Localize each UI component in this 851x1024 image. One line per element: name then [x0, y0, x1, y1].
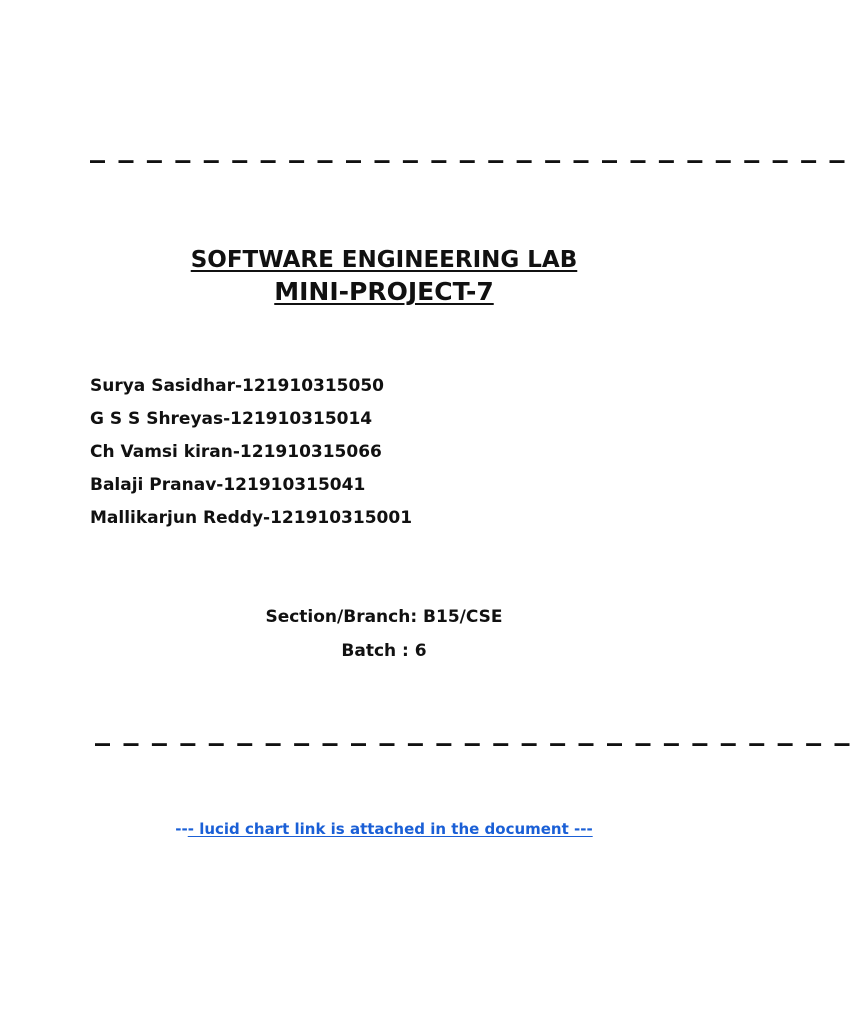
- member-item: G S S Shreyas-121910315014: [90, 409, 373, 429]
- batch-number: Batch : 6: [341, 641, 427, 661]
- link-prefix: --: [175, 820, 188, 838]
- title-line-1: SOFTWARE ENGINEERING LAB: [190, 247, 578, 273]
- member-item: Ch Vamsi kiran-121910315066: [90, 442, 382, 462]
- member-list: [90, 370, 412, 535]
- member-item: Mallikarjun Reddy-121910315001: [90, 508, 413, 528]
- lucid-chart-link[interactable]: - lucid chart link is attached in the document ---: [187, 820, 593, 838]
- bottom-separator: _ _ _ _ _ _ _ _ _ _ _ _ _ _ _ _ _ _ _ _ _ _ _ _ _ _ _: [95, 712, 851, 747]
- section-info: [0, 600, 768, 668]
- page-title: [0, 244, 768, 308]
- title-line-2: MINI-PROJECT-7: [274, 277, 494, 306]
- member-item: Surya Sasidhar-121910315050: [90, 376, 384, 396]
- lucid-chart-note: [0, 820, 768, 838]
- top-separator: _ _ _ _ _ _ _ _ _ _ _ _ _ _ _ _ _ _ _ _ _ _ _ _ _ _ _: [90, 129, 847, 164]
- member-item: Balaji Pranav-121910315041: [90, 475, 366, 495]
- section-branch: Section/Branch: B15/CSE: [265, 607, 503, 627]
